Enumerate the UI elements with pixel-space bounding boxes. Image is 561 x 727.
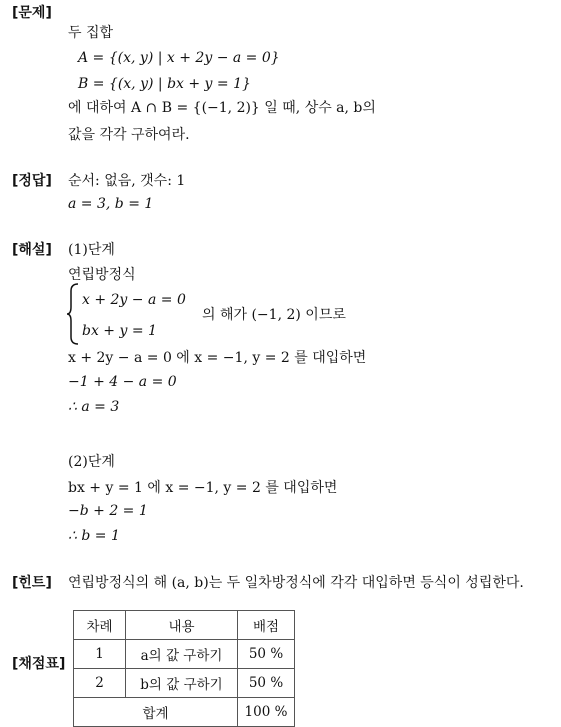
system-eq-2: bx + y = 1 bbox=[82, 323, 157, 339]
problem-set-a: A = {(x, y) | x + 2y − a = 0} bbox=[78, 50, 280, 66]
problem-set-b: B = {(x, y) | bx + y = 1} bbox=[78, 76, 251, 92]
header-points: 배점 bbox=[238, 611, 295, 640]
header-content: 내용 bbox=[126, 611, 238, 640]
row-2-content: b의 값 구하기 bbox=[126, 669, 238, 698]
step2-line-3: ∴ b = 1 bbox=[68, 528, 120, 544]
problem-line-1: 두 집합 bbox=[68, 25, 114, 41]
system-brace bbox=[66, 283, 80, 345]
answer-line-2: a = 3, b = 1 bbox=[68, 196, 154, 212]
explanation-label: [해설] bbox=[12, 242, 52, 258]
system-title: 연립방정식 bbox=[68, 267, 136, 283]
problem-line-5: 값을 각각 구하여라. bbox=[68, 127, 190, 143]
answer-line-1: 순서: 없음, 갯수: 1 bbox=[68, 173, 186, 189]
step1-title: (1)단계 bbox=[68, 242, 115, 258]
row-1-content: a의 값 구하기 bbox=[126, 640, 238, 669]
system-note: 의 해가 (−1, 2) 이므로 bbox=[202, 307, 346, 323]
problem-label: [문제] bbox=[12, 5, 52, 21]
row-1-points: 50 % bbox=[238, 640, 295, 669]
step1-line-3: ∴ a = 3 bbox=[68, 399, 120, 415]
total-value: 100 % bbox=[238, 698, 295, 727]
table-total-row bbox=[74, 698, 295, 727]
scoring-label: [채점표] bbox=[12, 656, 66, 672]
hint-text: 연립방정식의 해 (a, b)는 두 일차방정식에 각각 대입하면 등식이 성립한다. bbox=[68, 575, 524, 591]
table-row bbox=[74, 669, 295, 698]
system-eq-1: x + 2y − a = 0 bbox=[82, 292, 186, 308]
hint-label: [힌트] bbox=[12, 575, 52, 591]
header-order: 차례 bbox=[74, 611, 126, 640]
row-2-order: 2 bbox=[74, 669, 126, 698]
row-1-order: 1 bbox=[74, 640, 126, 669]
total-label: 합계 bbox=[74, 698, 238, 727]
row-2-points: 50 % bbox=[238, 669, 295, 698]
table-header-row bbox=[74, 611, 295, 640]
table-row bbox=[74, 640, 295, 669]
step2-title: (2)단계 bbox=[68, 454, 115, 470]
problem-line-4: 에 대하여 A ∩ B = {(−1, 2)} 일 때, 상수 a, b의 bbox=[68, 100, 376, 116]
step2-line-1: bx + y = 1 에 x = −1, y = 2 를 대입하면 bbox=[68, 480, 338, 496]
scoring-table bbox=[73, 610, 295, 727]
step1-line-2: −1 + 4 − a = 0 bbox=[68, 374, 177, 390]
answer-label: [정답] bbox=[12, 173, 52, 189]
step2-line-2: −b + 2 = 1 bbox=[68, 503, 148, 519]
step1-line-1: x + 2y − a = 0 에 x = −1, y = 2 를 대입하면 bbox=[68, 350, 367, 366]
